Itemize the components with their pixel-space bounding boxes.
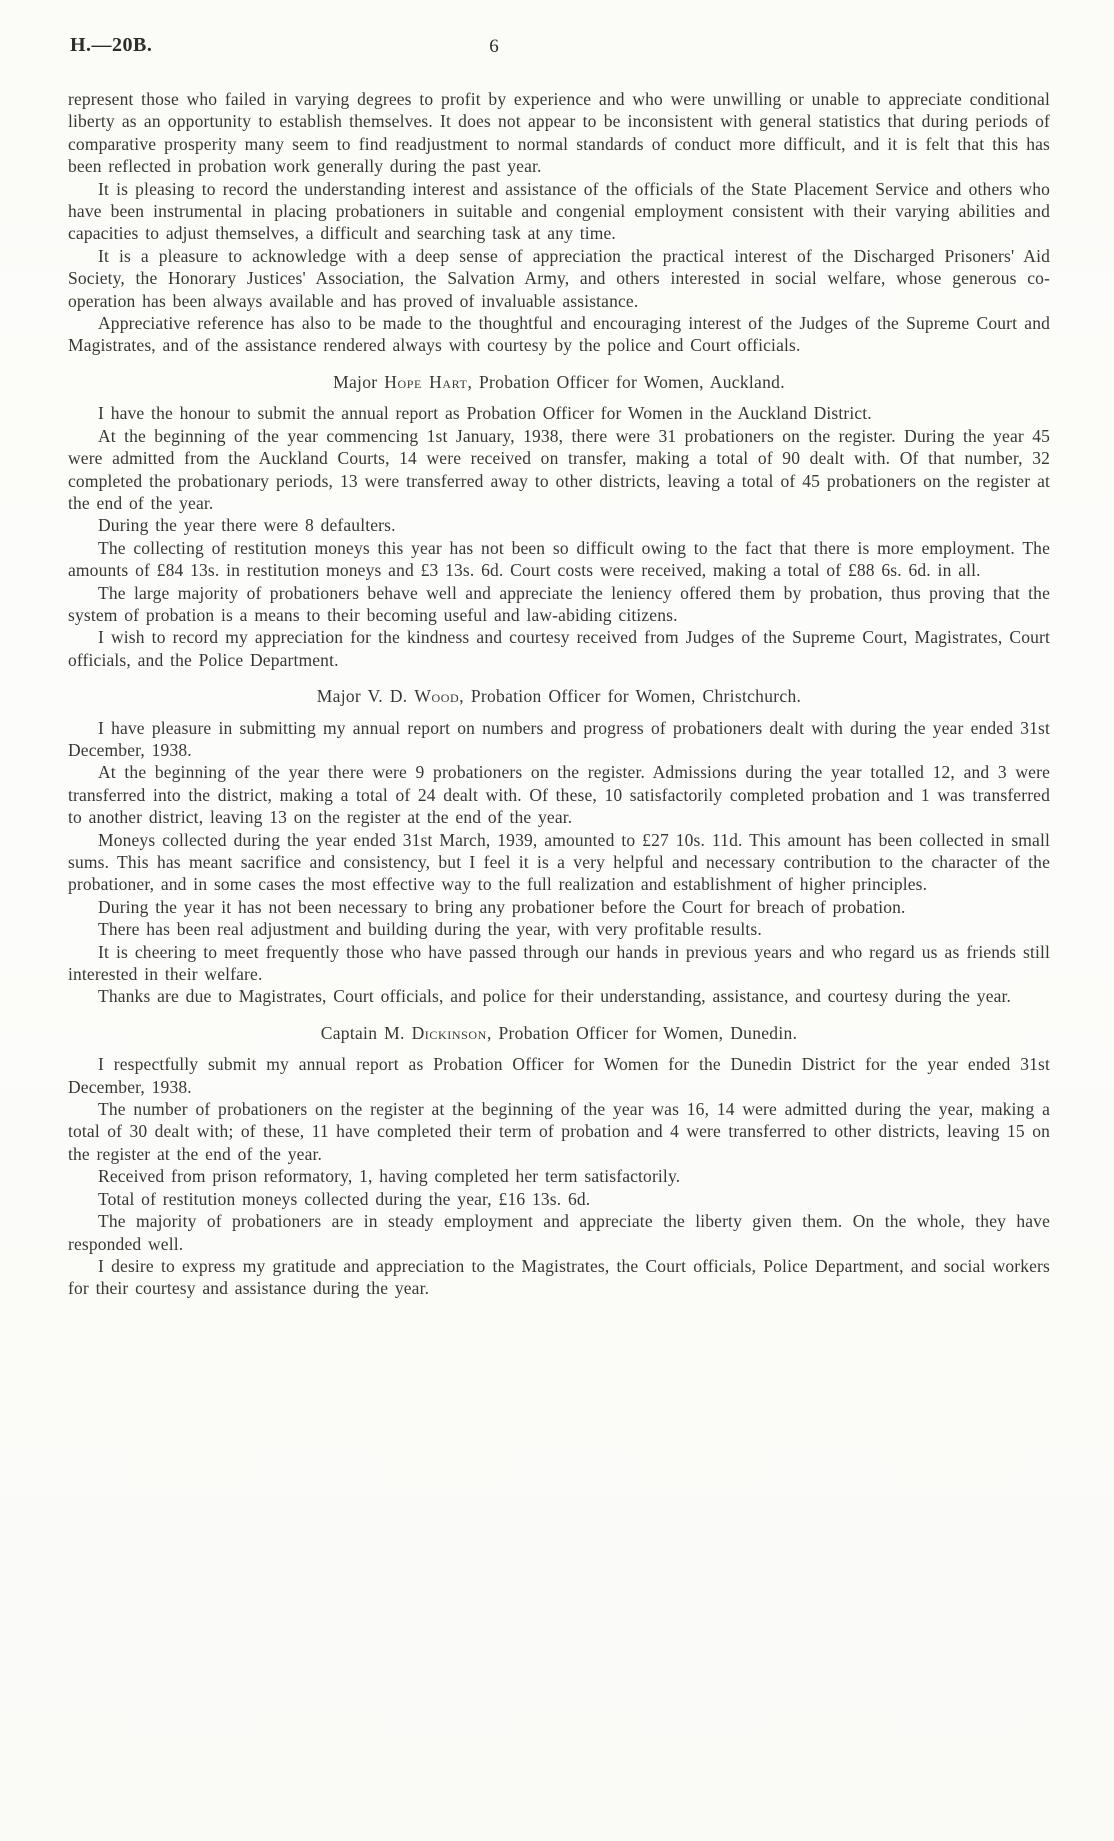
- paragraph: The collecting of restitution moneys this year has not been so difficult owing to the fact that there is more employment. The amounts of £84 13s. in restitution moneys and £3 13s. 6d. Court costs were received, making a total of £88 6s. 6d. in all.: [68, 537, 1050, 581]
- paragraph: The majority of probationers are in steady employment and appreciate the liberty given them. On the whole, they have responded well.: [68, 1211, 1050, 1254]
- paragraph: I wish to record my appreciation for the kindness and courtesy received from Judges of the Supreme Court, Magistrates, Court officials, and the Police Department.: [68, 627, 1050, 670]
- paragraph: Thanks are due to Magistrates, Court officials, and police for their understanding, assistance, and courtesy during the year.: [98, 986, 1012, 1007]
- paragraph: represent those who failed in varying degrees to profit by experience and who were unwilling or unable to appreciate conditional liberty as an opportunity to establish themselves. It does not appear to be inconsistent with general statistics that during periods of comparative prosperity many seem to find readjustment to normal standards of conduct more difficult, and it is felt that this has been reflected in probation work generally during the past year.: [68, 89, 1050, 177]
- paragraph: At the beginning of the year there were 9 probationers on the register. Admissions during the year totalled 12, and 3 were transferred into the district, making a total of 24 dealt with. Of these, 10 satisfactorily completed probation and 1 was transferred to another district, leaving 13 on the register at the end of the year.: [68, 762, 1050, 828]
- paragraph: During the year there were 8 defaulters.: [98, 515, 396, 536]
- document-body: [68, 88, 1050, 1300]
- page-header: [68, 34, 1050, 62]
- heading-prefix: Major: [333, 371, 385, 392]
- heading-officer-name: Hope Hart: [384, 371, 468, 392]
- paragraph: The large majority of probationers behave well and appreciate the leniency offered them by probation, thus proving that the system of probation is a means to their becoming useful and law-abiding citizens.: [68, 582, 1050, 625]
- paragraph: Received from prison reformatory, 1, having completed her term satisfactorily.: [98, 1166, 681, 1187]
- paragraph: I have pleasure in submitting my annual report on numbers and progress of probationers dealt with during the year ended 31st December, 1938.: [68, 717, 1050, 760]
- paragraph: The number of probationers on the register at the beginning of the year was 16, 14 were admitted during the year, making a total of 30 dealt with; of these, 11 have completed their term of probation and 4 were transferred to other districts, leaving 15 on the register at the end of the year.: [68, 1099, 1050, 1164]
- heading-prefix: Captain M.: [320, 1022, 412, 1043]
- page-number: 6: [489, 36, 499, 57]
- document-code: H.—20B.: [70, 34, 153, 56]
- paragraph: It is pleasing to record the understanding interest and assistance of the officials of the State Placement Service and others who have been instrumental in placing probationers in suitable and congenial employment consistent with their varying abilities and capacities to adjust themselves, a difficult and searching task at any time.: [68, 178, 1050, 244]
- section-heading-auckland: [68, 371, 1050, 393]
- paragraph: There has been real adjustment and building during the year, with very profitable results.: [98, 919, 762, 940]
- paragraph: I respectfully submit my annual report as Probation Officer for Women for the Dunedin District for the year ended 31st December, 1938.: [68, 1054, 1050, 1097]
- paragraph: Appreciative reference has also to be made to the thoughtful and encouraging interest of the Judges of the Supreme Court and Magistrates, and of the assistance rendered always with courtesy by the police and Court officials.: [68, 313, 1050, 356]
- paragraph: I have the honour to submit the annual report as Probation Officer for Women in the Auckland District.: [98, 403, 872, 424]
- heading-suffix: , Probation Officer for Women, Dunedin.: [486, 1022, 798, 1043]
- heading-suffix: , Probation Officer for Women, Christchurch.: [459, 686, 802, 707]
- heading-prefix: Major V. D.: [316, 686, 415, 707]
- paragraph: It is cheering to meet frequently those who have passed through our hands in previous years and who regard us as friends still interested in their welfare.: [68, 941, 1050, 985]
- section-heading-dunedin: [68, 1022, 1050, 1044]
- heading-officer-name: Wood: [414, 686, 460, 707]
- paragraph: I desire to express my gratitude and appreciation to the Magistrates, the Court officials, Police Department, and social workers for their courtesy and assistance during the year.: [68, 1255, 1050, 1299]
- paragraph: At the beginning of the year commencing 1st January, 1938, there were 31 probationers on the register. During the year 45 were admitted from the Auckland Courts, 14 were received on transfer, making a total of 90 dealt with. Of that number, 32 completed the probationary periods, 13 were transferred away to other districts, leaving a total of 45 probationers on the register at the end of the year.: [68, 425, 1050, 513]
- paragraph: It is a pleasure to acknowledge with a deep sense of appreciation the practical interest of the Discharged Prisoners' Aid Society, the Honorary Justices' Association, the Salvation Army, and others interested in social welfare, whose generous co-operation has been always available and has proved of invaluable assistance.: [68, 245, 1050, 311]
- heading-officer-name: Dickinson: [411, 1022, 487, 1043]
- section-heading-christchurch: [68, 685, 1050, 707]
- paragraph: During the year it has not been necessary to bring any probationer before the Court for breach of probation.: [98, 896, 906, 917]
- heading-suffix: , Probation Officer for Women, Auckland.: [467, 371, 785, 392]
- paragraph: Total of restitution moneys collected during the year, £16 13s. 6d.: [98, 1188, 591, 1209]
- paragraph: Moneys collected during the year ended 31st March, 1939, amounted to £27 10s. 11d. This amount has been collected in small sums. This has meant sacrifice and consistency, but I feel it is a very helpful and necessary contribution to the character of the probationer, and in some cases the most effective way to the full realization and establishment of higher principles.: [68, 829, 1050, 895]
